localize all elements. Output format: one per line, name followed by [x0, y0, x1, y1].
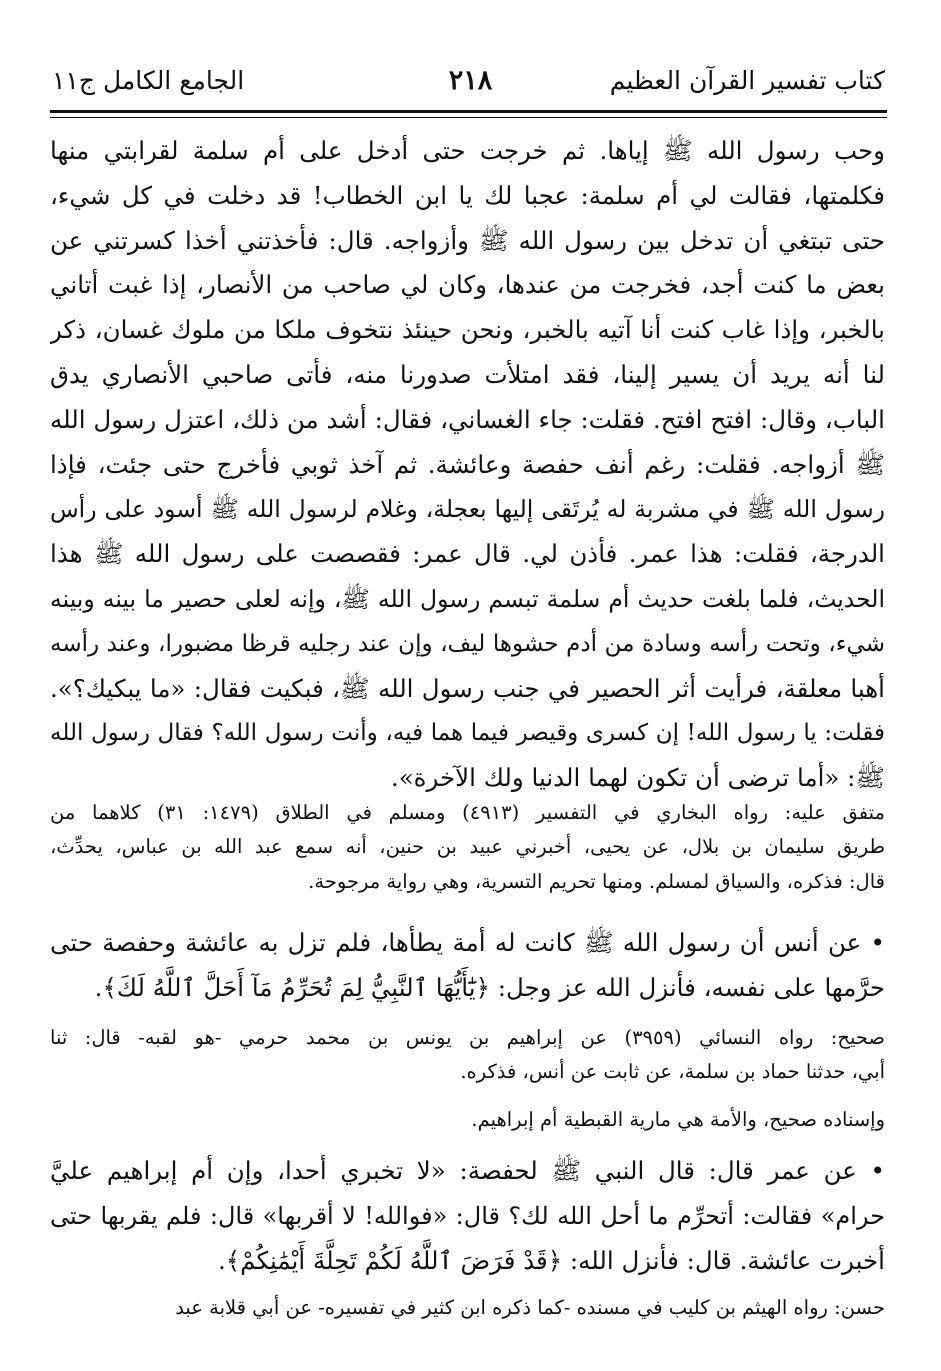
header-rule-thick [50, 110, 887, 113]
text-line: فكلمتها، فقالت لي أم سلمة: عجبا لك يا ابن الخطاب! قد دخلت في كل شيء، [50, 180, 885, 210]
text-line: بعض ما كنت أجد، فخرجت من عندها، وكان لي صاحب من الأنصار، إذا غبت أتاني [50, 270, 885, 300]
text-line: لنا أنه يريد أن يسير إلينا، فقد امتلأت صدورنا منه، فأتى صاحبي الأنصاري يدق [50, 359, 885, 389]
text-line: أخبرت عائشة. قال: فأنزل الله: ﴿قَدْ فَرَضَ ٱللَّهُ لَكُمْ تَحِلَّةَ أَيْمَٰنِكُمْ﴾. [218, 1245, 885, 1275]
hadith-paragraph [50, 129, 885, 801]
text-line: الحديث، فلما بلغت حديث أم سلمة تبسم رسول الله ﷺ، وإنه لعلى حصير ما بينه وبينه [50, 584, 885, 613]
text-line: الدرجة، فقلت: هذا عمر. فأذن لي. قال عمر: فقصصت على رسول الله ﷺ هذا [50, 539, 885, 569]
text-line: • عن عمر قال: قال النبي ﷺ لحفصة: «لا تخبري أحدا، وإن أم إبراهيم عليَّ [50, 1156, 885, 1185]
text-line: حتى تبتغي أن تدخل بين رسول الله ﷺ وأزواجه. قال: فأخذتني أخذا كسرتني عن [50, 225, 885, 255]
text-line: حرَّمها على نفسه، فأنزل الله عز وجل: ﴿يَٰٓأَيُّهَا ٱلنَّبِيُّ لِمَ تُحَرِّمُ مَآ أَحَلَّ ٱللَّهُ لَكَ﴾. [94, 972, 885, 1002]
text-line: الباب، وقال: افتح افتح. فقلت: جاء الغساني، فقال: أشد من ذلك، اعتزل رسول الله [50, 404, 885, 434]
note-line: متفق عليه: رواه البخاري في التفسير (٤٩١٣) ومسلم في الطلاق (١٤٧٩: ٣١) كلاهما من [50, 801, 885, 824]
page-number: ٢١٨ [448, 65, 493, 96]
takhrij-note [50, 1291, 885, 1325]
hadith-paragraph [50, 921, 885, 1011]
note-line: أبي، حدثنا حماد بن سلمة، عن ثابت عن أنس، فذكره. [460, 1060, 885, 1084]
text-line: • عن أنس أن رسول الله ﷺ كانت له أمة يطأها، فلم تزل به عائشة وحفصة حتى [50, 928, 885, 957]
isnad-note [50, 1103, 885, 1137]
text-line: حرام» فقالت: أتحرِّم ما أحل الله لك؟ قال: «فوالله! لا أقربها» قال: فلم يقربها حتى [50, 1201, 885, 1230]
note-line: طريق سليمان بن بلال، عن يحيى، أخبرني عبيد بن حنين، أنه سمع عبد الله بن عباس، يحدِّث، [50, 835, 885, 859]
takhrij-note [50, 796, 885, 899]
text-line: ﷺ: «أما ترضى أن تكون لهما الدنيا ولك الآخرة». [390, 763, 885, 793]
text-line: رسول الله ﷺ في مشربة له يُرتَقى إليها بعجلة، وغلام لرسول الله ﷺ أسود على رأس [50, 495, 885, 524]
text-line: ﷺ أزواجه. فقلت: رغم أنف حفصة وعائشة. ثم آخذ ثوبي فأخرج حتى جئت، فإذا [50, 449, 885, 479]
header-rule-thin [50, 117, 887, 118]
hadith-paragraph [50, 1149, 885, 1283]
text-line: بالخبر، وإذا غاب كنت أنا آتيه بالخبر، ونحن حينئذ نتخوف ملكا من ملوك غسان، ذكر [50, 315, 885, 345]
note-line: صحيح: رواه النسائي (٣٩٥٩) عن إبراهيم بن يونس بن محمد حرمي -هو لقبه- قال: ثنا [50, 1026, 885, 1049]
text-line: فقلت: يا رسول الله! إن كسرى وقيصر فيما هما فيه، وأنت رسول الله؟ فقال رسول الله [50, 720, 885, 747]
text-line: أهبا معلقة، فرأيت أثر الحصير في جنب رسول الله ﷺ، فبكيت فقال: «ما يبكيك؟». [50, 673, 885, 703]
note-line: حسن: رواه الهيثم بن كليب في مسنده -كما ذكره ابن كثير في تفسيره- عن أبي قلابة عبد [175, 1296, 885, 1319]
running-header-book-title: كتاب تفسير القرآن العظيم [609, 66, 885, 95]
running-header-volume: الجامع الكامل ج١١ [52, 66, 245, 95]
note-line: وإسناده صحيح، والأمة هي مارية القبطية أم إبراهيم. [471, 1108, 885, 1131]
note-line: قال: فذكره، والسياق لمسلم. ومنها تحريم التسرية، وهي رواية مرجوحة. [308, 869, 885, 893]
text-line: شيء، وتحت رأسه وسادة من أدم حشوها ليف، وإن عند رجليه قرظا مضبورا، وعند رأسه [50, 630, 885, 657]
text-line: وحب رسول الله ﷺ إياها. ثم خرجت حتى أدخل على أم سلمة لقرابتي منها [50, 136, 885, 165]
takhrij-note [50, 1021, 885, 1090]
